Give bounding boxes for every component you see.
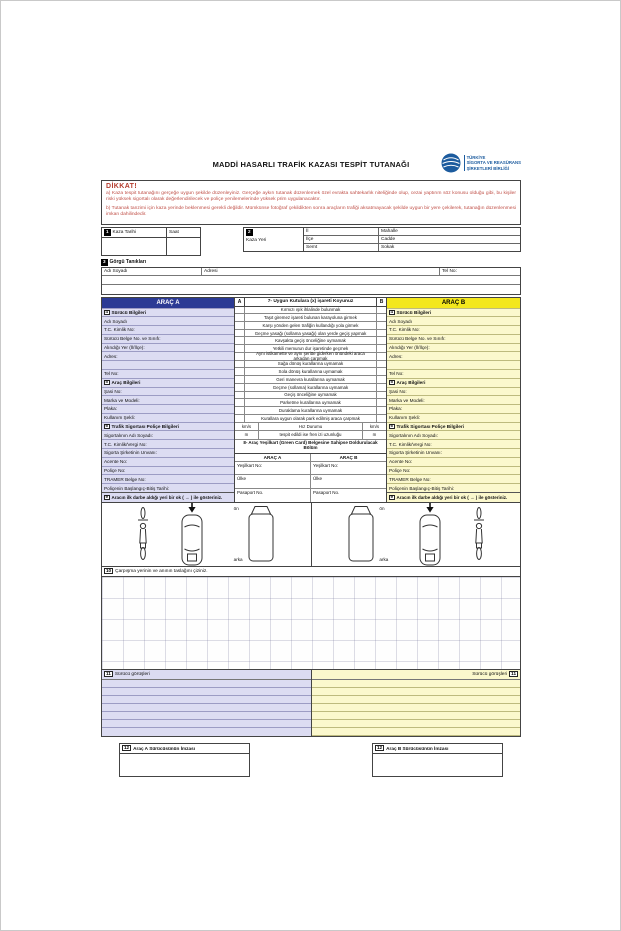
checkbox-b-cell[interactable] bbox=[376, 415, 386, 422]
vehicle-a-field-row[interactable] bbox=[102, 404, 234, 413]
orientation-labels bbox=[234, 505, 243, 563]
opinions-label: Sürücü görüşleri bbox=[114, 671, 150, 677]
field-label: Adres: bbox=[104, 353, 118, 359]
checkbox-a-cell[interactable] bbox=[235, 376, 245, 383]
badge-12: 12 bbox=[377, 744, 383, 750]
opinion-write-line[interactable] bbox=[102, 680, 311, 688]
accident-time-input[interactable] bbox=[167, 238, 200, 255]
violation-text: Parketme kurallarına uymamak bbox=[280, 400, 341, 406]
logo-emblem-icon bbox=[440, 152, 462, 174]
field-label: T.C. Kimlik No: bbox=[389, 327, 420, 333]
opinion-write-line[interactable] bbox=[312, 696, 521, 704]
place-field-row bbox=[304, 228, 520, 236]
warning-box bbox=[101, 180, 521, 225]
violation-text: Geri manevra kurallarına uymamak bbox=[276, 376, 345, 382]
checkbox-b-cell[interactable] bbox=[376, 399, 386, 406]
violation-row bbox=[235, 337, 386, 345]
checkbox-b-cell[interactable] bbox=[376, 368, 386, 375]
vehicle-b-field-row[interactable] bbox=[387, 404, 520, 413]
violation-rows bbox=[235, 307, 386, 423]
warning-paragraph: a) Kaza tespit tutanağını gerçeğe uygun şekilde düzenleyiniz. Gerçeğe aykırı tutanak düzenlemek özel evrakta sahtekarlık niteliğinde olup, cezai yaptırım söz konusu olduğu gibi, bu kişiler riski yüksek sigortalı olarak değerlendirilecek ve poliçe yenilemelerinde yüksek prim uygulanacaktır. bbox=[106, 191, 516, 203]
truck-diagram-b[interactable] bbox=[345, 505, 388, 563]
checkbox-a-cell[interactable] bbox=[235, 345, 245, 352]
vehicle-b-field-row[interactable] bbox=[387, 466, 520, 475]
violation-text: Yetkili memurun dur işaretinde geçmek bbox=[272, 346, 349, 351]
rear-label: arka bbox=[379, 557, 389, 562]
vehicle-b-field-row[interactable] bbox=[387, 325, 520, 334]
field-label: Tel No: bbox=[104, 371, 119, 377]
truck-diagram-a[interactable] bbox=[234, 505, 277, 563]
org-logo bbox=[440, 152, 521, 174]
opinion-write-line[interactable] bbox=[102, 704, 311, 712]
checkbox-b-cell[interactable] bbox=[376, 322, 386, 329]
field-label: Araç Bilgileri bbox=[396, 380, 426, 386]
violation-row bbox=[235, 407, 386, 415]
orientation-labels bbox=[379, 505, 388, 563]
place-field-row bbox=[304, 236, 520, 244]
vehicle-b-field-row[interactable] bbox=[387, 316, 520, 325]
vehicle-b-field-row[interactable] bbox=[387, 439, 520, 448]
vehicle-b-field-row[interactable] bbox=[387, 308, 520, 317]
checkbox-a-cell[interactable] bbox=[235, 314, 245, 321]
field-label: Adı Soyadı bbox=[104, 318, 127, 324]
greencard-rows bbox=[235, 462, 386, 502]
violation-text: Geçiş önceliğine uymamak bbox=[284, 392, 337, 398]
field-label: Alındığı Yer (İl/İlçe): bbox=[104, 345, 145, 351]
sketch-label: Çarpışma yerinin ve anının taslağını çiziniz. bbox=[115, 568, 208, 574]
field-label: Sigorta Şirketinin Unvanı: bbox=[389, 450, 442, 456]
column-b-letter: B bbox=[376, 298, 386, 306]
violation-text: Karşı yönden gelen trafiğin kullandığı yola girmek bbox=[262, 322, 359, 328]
witness-col-name: Adı Soyadı bbox=[102, 268, 202, 275]
vehicle-a-title: ARAÇ A bbox=[102, 298, 234, 308]
violation-text: Kavşakta geçiş önceliğine uymamak bbox=[275, 338, 346, 344]
vehicle-b-impact-note bbox=[387, 492, 520, 502]
warning-paragraph: b) Tutanak tanzimi için kaza yerinde beklenmesi gerekli değildir. Mümkünse fotoğraf çekildikten sonra araçların trafiği aksatmayacak şekilde uygun bir yere çekilerek, tutanağın düzenlenmesi imkan dahilindedir. bbox=[106, 205, 516, 218]
checkbox-b-cell[interactable] bbox=[376, 307, 386, 314]
field-label: Plaka: bbox=[104, 406, 118, 412]
logo-org-line: ŞİRKETLERİ BİRLİĞİ bbox=[466, 165, 510, 171]
violation-text: Sola dönüş kurallarına uymamak bbox=[278, 369, 343, 375]
opinion-write-line[interactable] bbox=[102, 728, 311, 736]
vehicle-b-field-row[interactable] bbox=[387, 448, 520, 457]
vehicle-a-field-row[interactable] bbox=[102, 343, 234, 352]
witness-box bbox=[101, 259, 521, 295]
rear-label: arka bbox=[233, 557, 243, 562]
field-label: TRAMER Belge No: bbox=[389, 476, 431, 482]
field-label: Marka ve Modeli: bbox=[104, 397, 140, 403]
vehicle-a-field-row[interactable] bbox=[102, 457, 234, 466]
violation-row bbox=[235, 368, 386, 376]
opinion-write-line[interactable] bbox=[102, 720, 311, 728]
greencard-row bbox=[235, 489, 386, 502]
driver-b-signature-box bbox=[372, 743, 503, 777]
checkbox-a-cell[interactable] bbox=[235, 392, 245, 399]
vehicle-a-field-row[interactable] bbox=[102, 369, 234, 378]
opinion-write-line[interactable] bbox=[312, 680, 521, 688]
violation-row bbox=[235, 392, 386, 400]
checkbox-a-cell[interactable] bbox=[235, 337, 245, 344]
witness-col-phone: Tel No: bbox=[442, 268, 457, 274]
brake-a-input[interactable]: m bbox=[235, 431, 259, 439]
violation-row bbox=[235, 330, 386, 338]
greencard-field-b[interactable]: Yeşilkart No: bbox=[313, 462, 339, 468]
driver-a-signature-box bbox=[119, 743, 250, 777]
checkbox-b-cell[interactable] bbox=[376, 407, 386, 414]
section-number-badge: 5 bbox=[390, 379, 393, 385]
accident-date-box bbox=[101, 227, 201, 257]
opinion-write-line[interactable] bbox=[312, 688, 521, 696]
violation-row bbox=[235, 314, 386, 322]
witness-input-row[interactable] bbox=[102, 285, 520, 294]
driver-a-opinions bbox=[102, 670, 312, 736]
vehicle-b-field-row[interactable] bbox=[387, 334, 520, 343]
place-field-left[interactable]: İl bbox=[304, 228, 379, 235]
car-with-impact-arrow[interactable] bbox=[180, 503, 204, 566]
vehicle-b-field-row[interactable] bbox=[387, 351, 520, 360]
checkbox-b-cell[interactable] bbox=[376, 345, 386, 352]
place-field-right[interactable]: Mahalle bbox=[381, 228, 398, 234]
checkbox-a-cell[interactable] bbox=[235, 415, 245, 422]
accident-place-label-cell bbox=[244, 228, 304, 251]
checkbox-b-cell[interactable] bbox=[376, 337, 386, 344]
badge-10: 10 bbox=[106, 567, 112, 573]
warning-paragraphs bbox=[106, 191, 516, 219]
section-number-badge: 6 bbox=[105, 423, 108, 429]
field-label: Sürücü Bilgileri bbox=[396, 309, 432, 315]
badge-1: 1 bbox=[105, 228, 109, 234]
opinion-write-line[interactable] bbox=[102, 712, 311, 720]
witness-label: Görgü Tanıkları bbox=[109, 259, 147, 266]
violation-text: Geçme (sollama) kurallarına uymamak bbox=[272, 384, 349, 390]
motorcycle-top-view-icon[interactable] bbox=[136, 507, 150, 561]
checkbox-b-cell[interactable] bbox=[376, 376, 386, 383]
vehicle-a-field-row[interactable] bbox=[102, 422, 234, 431]
field-label: Adı Soyadı bbox=[389, 318, 412, 324]
accident-place-box bbox=[243, 227, 521, 252]
vehicle-b-title: ARAÇ B bbox=[387, 298, 520, 308]
vehicle-a-field-row[interactable] bbox=[102, 474, 234, 483]
greencard-col-b: ARAÇ B bbox=[339, 454, 358, 460]
field-label: TRAMER Belge No: bbox=[104, 476, 146, 482]
greencard-field-a[interactable]: Yeşilkart No: bbox=[235, 462, 311, 475]
vehicle-a-field-row[interactable] bbox=[102, 334, 234, 343]
front-label: ön bbox=[379, 506, 385, 511]
logo-org-line: SİGORTA VE REASÜRANS bbox=[466, 160, 521, 166]
checkbox-b-cell[interactable] bbox=[376, 361, 386, 368]
accident-date-input[interactable] bbox=[102, 238, 167, 255]
accident-time-label: Saat bbox=[169, 229, 179, 235]
opinion-write-line[interactable] bbox=[312, 720, 521, 728]
impact-arrow-down-icon bbox=[187, 503, 197, 513]
car-top-view-icon bbox=[418, 514, 442, 566]
field-label: Alındığı Yer (İl/İlçe): bbox=[389, 345, 430, 351]
violation-row bbox=[235, 353, 386, 361]
field-label: Trafik Sigortası Poliçe Bilgileri bbox=[111, 424, 179, 430]
field-label: Adres: bbox=[389, 353, 403, 359]
greencard-header: 8- Araç Yeşilkart (Green Card) Belgesine Sahipse Doldurulacak Bölüm bbox=[235, 440, 386, 454]
greencard-col-a: ARAÇ A bbox=[235, 454, 311, 461]
vehicle-a-field-row[interactable] bbox=[102, 413, 234, 422]
column-a-letter: A bbox=[235, 298, 245, 306]
vehicle-a-field-row[interactable] bbox=[102, 325, 234, 334]
greencard-field-a[interactable]: Ülke bbox=[235, 475, 311, 488]
vehicle-b-field-row[interactable] bbox=[387, 457, 520, 466]
field-label: T.C. Kimlik/Vergi No: bbox=[389, 441, 432, 447]
greencard-row bbox=[235, 475, 386, 489]
vehicle-a-field-row[interactable] bbox=[102, 439, 234, 448]
field-label: Kullanım Şekli: bbox=[389, 415, 421, 421]
driver-b-opinions bbox=[312, 670, 521, 736]
violation-row bbox=[235, 307, 386, 315]
checklist-header bbox=[235, 298, 386, 307]
field-label: Sigorta Şirketinin Unvanı: bbox=[104, 450, 157, 456]
violation-text: Sağa dönüş kurallarına uymamak bbox=[277, 361, 344, 367]
violation-row bbox=[235, 322, 386, 330]
violation-checklist bbox=[235, 298, 387, 502]
checkbox-b-cell[interactable] bbox=[376, 314, 386, 321]
front-label: ön bbox=[233, 506, 239, 511]
vehicle-b-field-row[interactable] bbox=[387, 369, 520, 378]
vehicle-b-field-row[interactable] bbox=[387, 360, 520, 369]
sketch-drawing-area[interactable] bbox=[102, 577, 520, 669]
truck-top-view-icon bbox=[245, 505, 277, 563]
vehicle-b-field-row[interactable] bbox=[387, 395, 520, 404]
checkbox-a-cell[interactable] bbox=[235, 330, 245, 337]
brake-trace-row bbox=[235, 431, 386, 440]
accident-date-label: Kaza Tarihi bbox=[112, 229, 137, 235]
badge-3: 3 bbox=[102, 258, 106, 264]
witness-table bbox=[101, 267, 521, 295]
violation-text: Taşıt giremez işareti bulunan karayoluna girmek bbox=[264, 315, 357, 321]
vehicle-a-field-row[interactable] bbox=[102, 448, 234, 457]
form-title: MADDİ HASARLI TRAFİK KAZASI TESPİT TUTANAĞI bbox=[212, 160, 410, 169]
titlebar bbox=[101, 151, 521, 177]
place-field-left[interactable]: İlçe bbox=[304, 236, 379, 243]
field-label: Poliçe No: bbox=[389, 467, 411, 473]
vehicle-a-field-row[interactable] bbox=[102, 387, 234, 396]
vehicle-b-field-row[interactable] bbox=[387, 378, 520, 387]
accident-place-label: Kaza Yeri bbox=[246, 237, 267, 243]
field-label: Araç Bilgileri bbox=[111, 380, 141, 386]
speed-b-input[interactable]: km/s bbox=[362, 423, 386, 431]
field-label: Tel No: bbox=[389, 371, 404, 377]
field-label: Acente No: bbox=[104, 459, 128, 465]
checkbox-a-cell[interactable] bbox=[235, 368, 245, 375]
field-label: Plaka: bbox=[389, 406, 403, 412]
speed-a-input[interactable]: km/s bbox=[235, 423, 259, 431]
field-label: Poliçenin Başlangıç-Bitiş Tarihi: bbox=[389, 485, 455, 491]
checkbox-a-cell[interactable] bbox=[235, 322, 245, 329]
impact-label: Aracın ilk darbe aldığı yeri bir ok ( → ) ile gösteriniz. bbox=[396, 494, 508, 500]
badge-11: 11 bbox=[106, 670, 111, 676]
section-number-badge: 4 bbox=[390, 309, 393, 315]
checkbox-a-cell[interactable] bbox=[235, 407, 245, 414]
badge-11: 11 bbox=[511, 670, 516, 676]
signatures-section bbox=[101, 743, 521, 777]
accident-date-label-cell bbox=[102, 228, 167, 238]
violation-text: Kırmızı ışık ihlalinde bulunmak bbox=[280, 307, 341, 313]
vehicle-a-field-row[interactable] bbox=[102, 351, 234, 360]
opinion-write-line[interactable] bbox=[102, 688, 311, 696]
field-label: Şasi No: bbox=[104, 388, 122, 394]
witness-col-address: Adresi bbox=[202, 268, 440, 275]
vehicle-b-field-row[interactable] bbox=[387, 413, 520, 422]
vehicle-a-field-row[interactable] bbox=[102, 466, 234, 475]
vehicle-b-field-row[interactable] bbox=[387, 483, 520, 492]
field-label: Trafik Sigortası Poliçe Bilgileri bbox=[396, 424, 464, 430]
section-number-badge: 5 bbox=[105, 379, 108, 385]
opinion-write-line[interactable] bbox=[102, 696, 311, 704]
vehicle-a-field-row[interactable] bbox=[102, 483, 234, 492]
vehicle-b-diagrams bbox=[312, 503, 521, 566]
brake-label: tespit edildi ise fren izi uzunluğu bbox=[279, 432, 342, 438]
violation-text: Aynı istikamette ve aynı şeritte giderken önündeki araca arkadan çarpmak bbox=[256, 351, 365, 362]
driver-opinions-section bbox=[101, 670, 521, 737]
opinion-write-line[interactable] bbox=[312, 728, 521, 736]
vehicle-a-field-row[interactable] bbox=[102, 378, 234, 387]
violation-row bbox=[235, 384, 386, 392]
badge-9: 9 bbox=[105, 494, 108, 500]
witness-input-row[interactable] bbox=[102, 276, 520, 285]
car-top-view-icon bbox=[180, 514, 204, 566]
section-number-badge: 4 bbox=[105, 309, 108, 315]
truck-top-view-icon bbox=[345, 505, 377, 563]
brake-b-input[interactable]: m bbox=[362, 431, 386, 439]
witness-header-row bbox=[102, 268, 520, 276]
impact-arrow-down-icon bbox=[425, 503, 435, 513]
opinions-label: Sürücü görüşleri bbox=[472, 671, 508, 677]
impact-diagram-strip bbox=[101, 503, 521, 567]
badge-2: 2 bbox=[247, 228, 251, 234]
badge-12: 12 bbox=[124, 744, 130, 750]
violation-row bbox=[235, 399, 386, 407]
checkbox-b-cell[interactable] bbox=[376, 392, 386, 399]
warning-heading: DİKKAT! bbox=[106, 183, 138, 190]
place-field-right[interactable]: Sokak bbox=[381, 244, 395, 250]
field-label: Sürücü Belge No. ve Sınıfı: bbox=[389, 336, 446, 342]
vehicle-a-field-row[interactable] bbox=[102, 395, 234, 404]
car-with-impact-arrow[interactable] bbox=[418, 503, 442, 566]
checkbox-b-cell[interactable] bbox=[376, 353, 386, 360]
field-label: T.C. Kimlik/Vergi No: bbox=[104, 441, 147, 447]
logo-org-line: TÜRKİYE bbox=[466, 154, 486, 160]
place-field-left[interactable]: Semt bbox=[304, 244, 379, 251]
greencard-field-b[interactable]: Pasaport No. bbox=[313, 489, 340, 495]
signature-b-area[interactable] bbox=[373, 754, 502, 776]
place-field-right[interactable]: Cadde bbox=[381, 236, 396, 242]
checklist-title: 7- Uygun Kutulara (x) işareti Koyunuz bbox=[267, 299, 354, 304]
vehicle-a-diagrams bbox=[102, 503, 312, 566]
field-label: Sigortalının Adı Soyadı: bbox=[389, 432, 438, 438]
checkbox-a-cell[interactable] bbox=[235, 307, 245, 314]
vehicle-a-field-row[interactable] bbox=[102, 308, 234, 317]
field-label: Poliçe No: bbox=[104, 467, 126, 473]
vehicle-b-field-row[interactable] bbox=[387, 387, 520, 396]
header-info-row bbox=[101, 227, 521, 257]
vehicle-b-field-row[interactable] bbox=[387, 430, 520, 439]
violation-row bbox=[235, 376, 386, 384]
vehicle-a-field-row[interactable] bbox=[102, 316, 234, 325]
violation-text: Kurallara uygun olarak park edilmiş araca çarpmak bbox=[261, 415, 360, 421]
checkbox-a-cell[interactable] bbox=[235, 361, 245, 368]
impact-label: Aracın ilk darbe aldığı yeri bir ok ( → ) ile gösteriniz. bbox=[111, 494, 223, 500]
vehicle-a-impact-note bbox=[102, 492, 234, 502]
violation-text: Duraklama kurallarına uymamak bbox=[278, 407, 343, 413]
motorcycle-top-view-icon[interactable] bbox=[472, 507, 486, 561]
signature-b-label: Araç B Sürücüsünün İmzası bbox=[386, 745, 449, 751]
greencard-field-a[interactable]: Pasaport No. bbox=[235, 489, 311, 502]
vehicle-b-column bbox=[387, 298, 520, 502]
opinion-write-line[interactable] bbox=[312, 712, 521, 720]
field-label: Kullanım Şekli: bbox=[104, 415, 136, 421]
checkbox-b-cell[interactable] bbox=[376, 330, 386, 337]
field-label: Şasi No: bbox=[389, 388, 407, 394]
vehicle-a-fields bbox=[102, 308, 234, 493]
field-label: Marka ve Modeli: bbox=[389, 397, 425, 403]
speed-row bbox=[235, 423, 386, 432]
field-label: T.C. Kimlik No: bbox=[104, 327, 135, 333]
field-label: Sigortalının Adı Soyadı: bbox=[104, 432, 153, 438]
section-number-badge: 6 bbox=[390, 423, 393, 429]
collision-sketch-section bbox=[101, 567, 521, 670]
field-label: Poliçenin Başlangıç-Bitiş Tarihi: bbox=[104, 485, 170, 491]
vehicle-a-column bbox=[102, 298, 235, 502]
checkbox-a-cell[interactable] bbox=[235, 384, 245, 391]
vehicle-b-fields bbox=[387, 308, 520, 493]
accident-place-fields bbox=[304, 228, 520, 251]
place-field-row bbox=[304, 244, 520, 251]
opinion-write-line[interactable] bbox=[312, 704, 521, 712]
vehicle-b-field-row[interactable] bbox=[387, 343, 520, 352]
accident-report-form bbox=[101, 151, 521, 777]
checkbox-a-cell[interactable] bbox=[235, 399, 245, 406]
checkbox-a-cell[interactable] bbox=[235, 353, 245, 360]
greencard-row bbox=[235, 462, 386, 476]
badge-9: 9 bbox=[390, 494, 393, 500]
violation-row bbox=[235, 361, 386, 369]
vehicle-b-field-row[interactable] bbox=[387, 474, 520, 483]
logo-org-name bbox=[464, 155, 521, 171]
vehicle-a-field-row[interactable] bbox=[102, 430, 234, 439]
vehicle-a-field-row[interactable] bbox=[102, 360, 234, 369]
signature-a-label: Araç A Sürücüsünün İmzası bbox=[133, 745, 196, 751]
signature-a-area[interactable] bbox=[120, 754, 249, 776]
violation-row bbox=[235, 415, 386, 423]
vehicle-b-field-row[interactable] bbox=[387, 422, 520, 431]
field-label: Sürücü Belge No. ve Sınıfı: bbox=[104, 336, 161, 342]
greencard-subheader bbox=[235, 454, 386, 462]
speed-label: Hız Durumu bbox=[298, 423, 323, 429]
checkbox-b-cell[interactable] bbox=[376, 384, 386, 391]
violation-text: Geçme yasağı (sollama yasağı) olan yerde geçiş yapmak bbox=[254, 330, 367, 336]
vehicle-columns bbox=[101, 297, 521, 503]
field-label: Sürücü Bilgileri bbox=[111, 309, 147, 315]
greencard-field-b[interactable]: Ülke bbox=[313, 476, 323, 482]
field-label: Acente No: bbox=[389, 459, 413, 465]
accident-time-label-cell bbox=[167, 228, 200, 238]
